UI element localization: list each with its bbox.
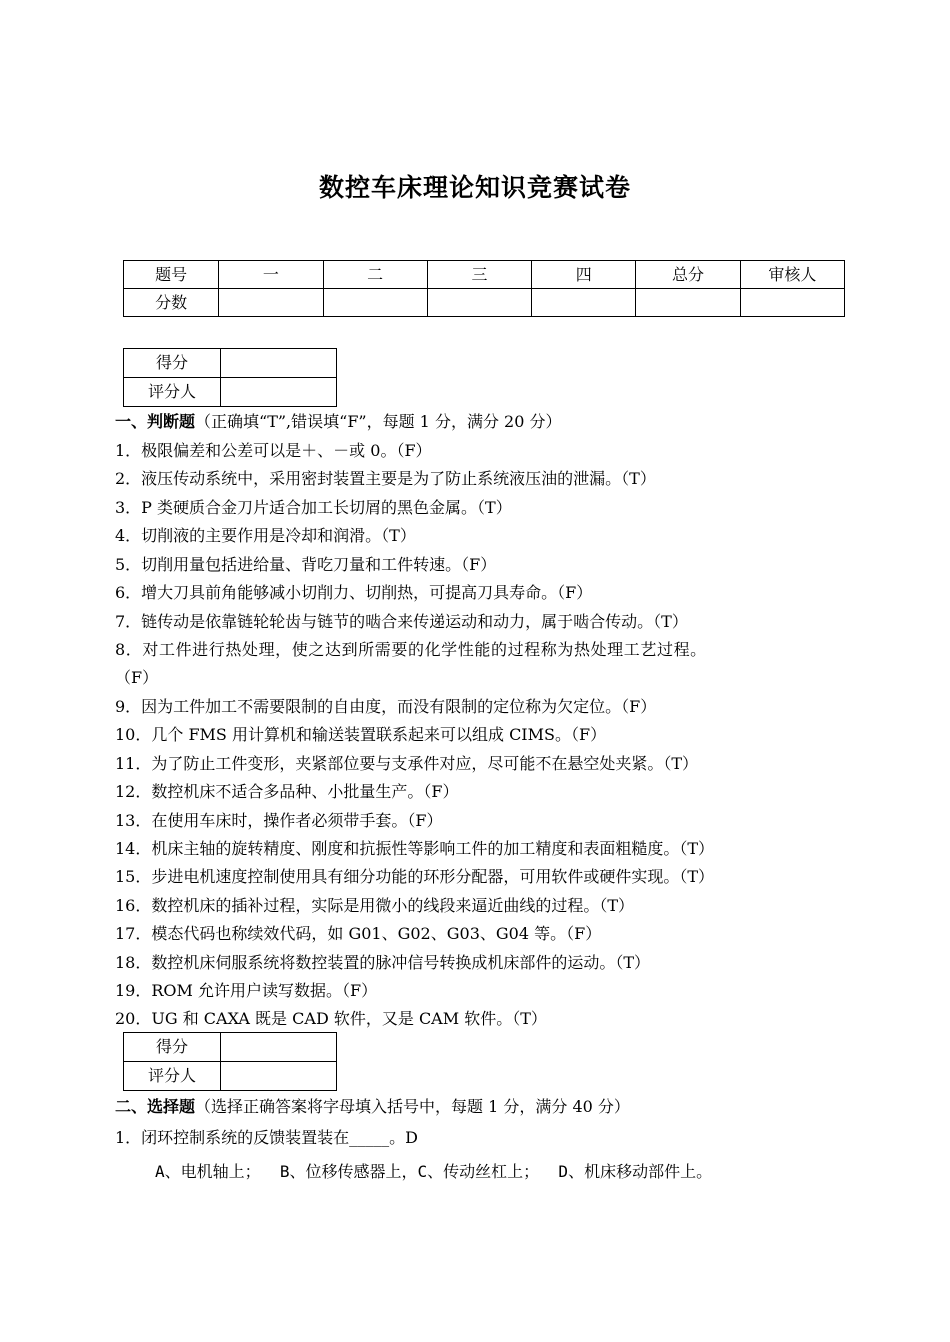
header-cell-question: 题号	[124, 261, 219, 289]
question-item: 19．ROM 允许用户读写数据。（F）	[115, 981, 378, 1000]
score-table-score-row	[124, 289, 845, 317]
score-label: 得分	[124, 1033, 221, 1062]
score-table-header-row	[124, 261, 845, 289]
question-item: 5．切削用量包括进给量、背吃刀量和工件转速。（F）	[115, 555, 497, 574]
header-cell-3: 三	[427, 261, 531, 289]
section1-heading: 一、判断题	[115, 412, 196, 431]
header-cell-1: 一	[219, 261, 323, 289]
choice-options: A、电机轴上； B、位移传感器上，C、传动丝杠上； D、机床移动部件上。	[155, 1162, 713, 1181]
question-item: 13．在使用车床时，操作者必须带手套。（F）	[115, 811, 443, 830]
question-item: 9．因为工件加工不需要限制的自由度，而没有限制的定位称为欠定位。（F）	[115, 697, 657, 716]
grader-value-cell[interactable]	[221, 1062, 337, 1091]
question-item: 11．为了防止工件变形，夹紧部位要与支承件对应，尽可能不在悬空处夹紧。（T）	[115, 754, 699, 773]
header-cell-2: 二	[323, 261, 427, 289]
page-title: 数控车床理论知识竞赛试卷	[318, 173, 631, 202]
question-item: 3．P 类硬质合金刀片适合加工长切屑的黑色金属。（T）	[115, 498, 512, 517]
question-item: 10．几个 FMS 用计算机和输送装置联系起来可以组成 CIMS。（F）	[115, 725, 607, 744]
question-item: 20．UG 和 CAXA 既是 CAD 软件，又是 CAM 软件。（T）	[115, 1009, 547, 1028]
section2-grader-box	[123, 1032, 337, 1091]
question-item: 8．对工件进行热处理，使之达到所需要的化学性能的过程称为热处理工艺过程。	[115, 640, 707, 659]
header-cell-reviewer: 审核人	[740, 261, 844, 289]
section2-heading: 二、选择题	[115, 1097, 196, 1116]
question-item: 12．数控机床不适合多品种、小批量生产。（F）	[115, 782, 459, 801]
score-cell-2[interactable]	[323, 289, 427, 317]
grader-label: 评分人	[124, 1062, 221, 1091]
section2-heading-line	[115, 1097, 845, 1117]
score-cell-1[interactable]	[219, 289, 323, 317]
question-item: 14．机床主轴的旋转精度、刚度和抗振性等影响工件的加工精度和表面粗糙度。（T）	[115, 839, 715, 858]
question-item: 18．数控机床伺服系统将数控装置的脉冲信号转换成机床部件的运动。（T）	[115, 953, 651, 972]
score-value-cell[interactable]	[221, 349, 337, 378]
score-row-label: 分数	[124, 289, 219, 317]
score-value-cell[interactable]	[221, 1033, 337, 1062]
choice-question: 1．闭环控制系统的反馈装置装在_____。D	[115, 1128, 419, 1147]
question-item-continuation: （F）	[115, 668, 159, 687]
section1-grader-box	[123, 348, 337, 407]
section1-heading-line	[115, 412, 845, 432]
header-cell-total: 总分	[636, 261, 740, 289]
score-cell-4[interactable]	[532, 289, 636, 317]
section2-note: （选择正确答案将字母填入括号中，每题 1 分，满分 40 分）	[195, 1097, 630, 1116]
score-table	[123, 260, 845, 317]
question-item: 17．模态代码也称续效代码，如 G01、G02、G03、G04 等。（F）	[115, 924, 602, 943]
grader-value-cell[interactable]	[221, 378, 337, 407]
score-cell-reviewer[interactable]	[740, 289, 844, 317]
section1-note: （正确填“T”,错误填“F”，每题 1 分，满分 20 分）	[195, 412, 562, 431]
question-item: 7．链传动是依靠链轮轮齿与链节的啮合来传递运动和动力，属于啮合传动。（T）	[115, 612, 688, 631]
grader-label: 评分人	[124, 378, 221, 407]
question-item: 1．极限偏差和公差可以是＋、－或 0。（F）	[115, 441, 432, 460]
question-item: 4．切削液的主要作用是冷却和润滑。（T）	[115, 526, 416, 545]
question-item: 6．增大刀具前角能够减小切削力、切削热，可提高刀具寿命。（F）	[115, 583, 593, 602]
score-label: 得分	[124, 349, 221, 378]
question-item: 16．数控机床的插补过程，实际是用微小的线段来逼近曲线的过程。（T）	[115, 896, 635, 915]
question-item: 2．液压传动系统中，采用密封装置主要是为了防止系统液压油的泄漏。（T）	[115, 469, 656, 488]
score-cell-total[interactable]	[636, 289, 740, 317]
question-item: 15．步进电机速度控制使用具有细分功能的环形分配器，可用软件或硬件实现。（T）	[115, 867, 715, 886]
score-cell-3[interactable]	[427, 289, 531, 317]
header-cell-4: 四	[532, 261, 636, 289]
